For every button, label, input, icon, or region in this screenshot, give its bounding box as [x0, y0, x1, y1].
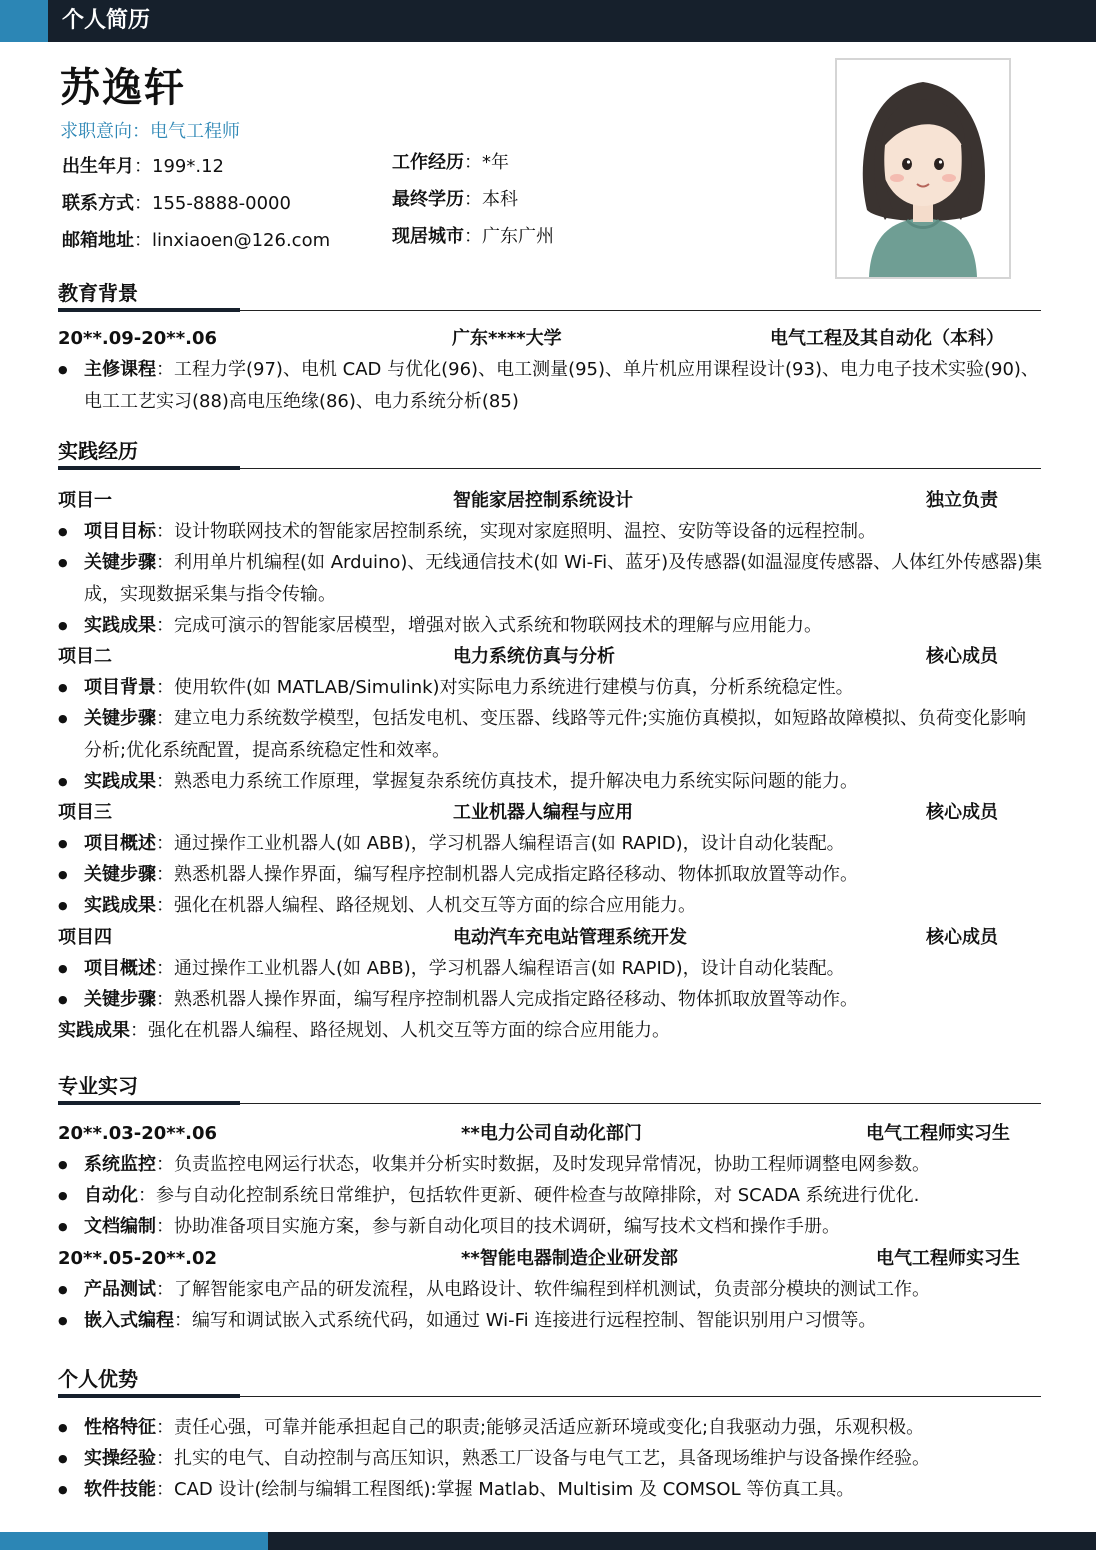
job-1-role: 电气工程师实习生	[866, 1123, 1010, 1144]
list-item: ● 实践成果：熟悉电力系统工作原理，掌握复杂系统仿真技术，提升解决电力系统实际问题的能力。	[84, 766, 1044, 798]
project-4-name: 电动汽车充电站管理系统开发	[453, 927, 687, 948]
list-item: ● 软件技能：CAD 设计(绘制与编辑工程图纸):掌握 Matlab、Multisim 及 COMSOL 等仿真工具。	[84, 1474, 1044, 1506]
list-item: ● 实践成果：完成可演示的智能家居模型，增强对嵌入式系统和物联网技术的理解与应用能力。	[84, 610, 1044, 642]
project-1-name: 智能家居控制系统设计	[453, 490, 633, 511]
education-date: 20**.09-20**.06	[58, 328, 217, 349]
project-3-label: 项目三	[58, 802, 112, 823]
list-item: ● 项目背景：使用软件(如 MATLAB/Simulink)对实际电力系统进行建模与仿真，分析系统稳定性。	[84, 672, 1044, 704]
header-bar	[0, 0, 1096, 42]
footer-bar	[0, 1532, 1096, 1550]
city-info: 现居城市：广东广州	[392, 226, 554, 247]
list-item: ● 嵌入式编程：编写和调试嵌入式系统代码，如通过 Wi-Fi 连接进行远程控制、智能识别用户习惯等。	[84, 1305, 1044, 1337]
strengths-section-title: 个人优势	[58, 1367, 138, 1391]
job-2-role: 电气工程师实习生	[876, 1248, 1020, 1269]
job-2-date: 20**.05-20**.02	[58, 1248, 217, 1269]
list-item: ● 关键步骤：利用单片机编程(如 Arduino)、无线通信技术(如 Wi-Fi、蓝牙)及传感器(如温湿度传感器、人体红外传感器)集成，实现数据采集与指令传输。	[84, 547, 1044, 610]
education-school: 广东****大学	[452, 328, 562, 349]
education-courses: ● 主修课程：工程力学(97)、电机 CAD 与优化(96)、电工测量(95)、单片机应用课程设计(93)、电力电子技术实验(90)、电工工艺实习(88)高电压绝缘(86)、电力系统分析(85)	[84, 354, 1044, 417]
project-3-name: 工业机器人编程与应用	[453, 802, 633, 823]
work-info: 工作经历：*年	[392, 152, 509, 173]
project-4-role: 核心成员	[926, 927, 998, 948]
list-item: ● 关键步骤：熟悉机器人操作界面，编写程序控制机器人完成指定路径移动、物体抓取放置等动作。	[84, 984, 1044, 1016]
project-4-result: 实践成果：强化在机器人编程、路径规划、人机交互等方面的综合应用能力。	[58, 1020, 670, 1041]
job-2-company: **智能电器制造企业研发部	[461, 1248, 678, 1269]
job-1-company: **电力公司自动化部门	[461, 1123, 642, 1144]
contact-info: 联系方式：155-8888-0000	[62, 193, 291, 214]
list-item: ● 项目概述：通过操作工业机器人(如 ABB)，学习机器人编程语言(如 RAPID)，设计自动化装配。	[84, 828, 1044, 860]
list-item: ● 项目目标：设计物联网技术的智能家居控制系统，实现对家庭照明、温控、安防等设备的远程控制。	[84, 516, 1044, 548]
education-major: 电气工程及其自动化（本科）	[770, 328, 1004, 349]
list-item: ● 自动化：参与自动化控制系统日常维护，包括软件更新、硬件检查与故障排除，对 SCADA 系统进行优化.	[84, 1180, 1044, 1212]
job-1-date: 20**.03-20**.06	[58, 1123, 217, 1144]
project-2-name: 电力系统仿真与分析	[453, 646, 615, 667]
project-3-role: 核心成员	[926, 802, 998, 823]
list-item: ● 性格特征：责任心强，可靠并能承担起自己的职责;能够灵活适应新环境或变化;自我驱动力强，乐观积极。	[84, 1412, 1044, 1444]
email-info: 邮箱地址：linxiaoen@126.com	[62, 230, 331, 251]
job-intent: 求职意向：电气工程师	[60, 121, 240, 142]
list-item: ● 产品测试：了解智能家电产品的研发流程，从电路设计、软件编程到样机测试，负责部分模块的测试工作。	[84, 1274, 1044, 1306]
birth-info: 出生年月：199*.12	[62, 156, 224, 177]
education-section-title: 教育背景	[58, 281, 138, 305]
list-item: ● 项目概述：通过操作工业机器人(如 ABB)，学习机器人编程语言(如 RAPID)，设计自动化装配。	[84, 953, 1044, 985]
internship-section-title: 专业实习	[58, 1074, 138, 1098]
avatar-illustration	[837, 60, 1009, 277]
list-item: ● 关键步骤：熟悉机器人操作界面，编写程序控制机器人完成指定路径移动、物体抓取放置等动作。	[84, 859, 1044, 891]
list-item: ● 关键步骤：建立电力系统数学模型，包括发电机、变压器、线路等元件;实施仿真模拟，如短路故障模拟、负荷变化影响分析;优化系统配置，提高系统稳定性和效率。	[84, 703, 1044, 766]
project-1-role: 独立负责	[926, 490, 998, 511]
candidate-name: 苏逸轩	[60, 65, 186, 111]
list-item: ● 文档编制：协助准备项目实施方案，参与新自动化项目的技术调研，编写技术文档和操作手册。	[84, 1211, 1044, 1243]
footer-accent	[0, 1532, 268, 1550]
project-2-role: 核心成员	[926, 646, 998, 667]
profile-photo	[835, 58, 1011, 279]
project-1-label: 项目一	[58, 490, 112, 511]
page-title: 个人简历	[62, 8, 151, 33]
list-item: ● 实操经验：扎实的电气、自动控制与高压知识，熟悉工厂设备与电气工艺，具备现场维护与设备操作经验。	[84, 1443, 1044, 1475]
education-divider-accent	[58, 308, 240, 312]
strengths-divider-accent	[58, 1394, 240, 1398]
practice-section-title: 实践经历	[58, 439, 138, 463]
education-level-info: 最终学历：本科	[392, 189, 518, 210]
header-accent	[0, 0, 48, 42]
project-2-label: 项目二	[58, 646, 112, 667]
list-item: ● 系统监控：负责监控电网运行状态，收集并分析实时数据，及时发现异常情况，协助工程师调整电网参数。	[84, 1149, 1044, 1181]
list-item: ● 实践成果：强化在机器人编程、路径规划、人机交互等方面的综合应用能力。	[84, 890, 1044, 922]
internship-divider-accent	[58, 1101, 240, 1105]
project-4-label: 项目四	[58, 927, 112, 948]
practice-divider-accent	[58, 466, 240, 470]
